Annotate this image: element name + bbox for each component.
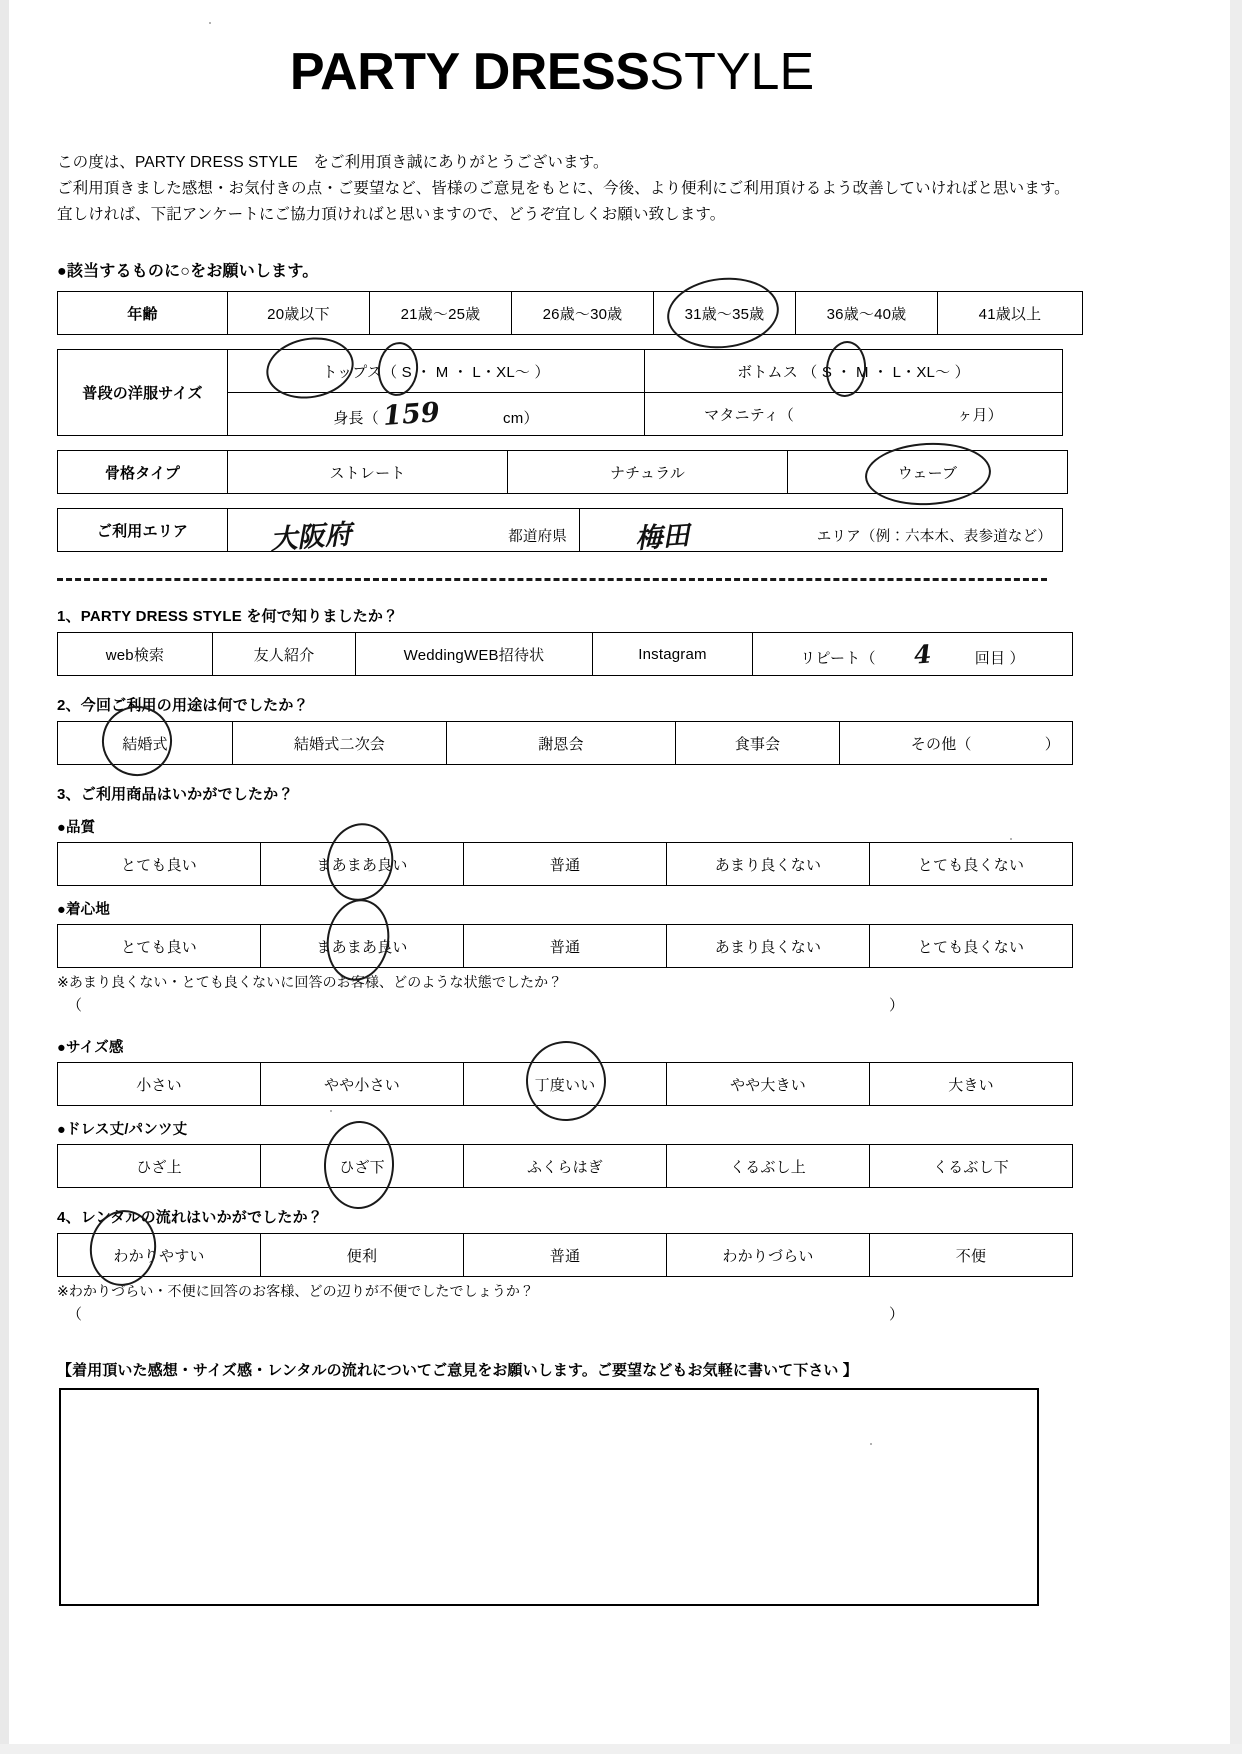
q2-other-cell[interactable] bbox=[840, 722, 1073, 765]
comfort-option-0[interactable]: とても良い bbox=[58, 925, 261, 968]
q4-option-0[interactable] bbox=[58, 1234, 261, 1277]
maternity-unit: ヶ月） bbox=[957, 406, 1003, 424]
scan-speck bbox=[330, 1110, 332, 1112]
q1-table bbox=[57, 632, 1073, 676]
q1-repeat-cell[interactable] bbox=[753, 633, 1073, 676]
q1-option-3[interactable]: Instagram bbox=[593, 633, 753, 676]
table-row bbox=[58, 350, 1063, 393]
q3-quality-heading: ●品質 bbox=[57, 820, 96, 836]
comment-title: 【着用頂いた感想・サイズ感・レンタルの流れについてご意見をお願いします。ご要望などもお気軽に書いて下さい 】 bbox=[57, 1362, 858, 1379]
area-table bbox=[57, 508, 1063, 556]
q3-comfort-open-paren: （ bbox=[67, 997, 83, 1014]
intro-line-2: ご利用頂きました感想・お気付きの点・ご要望など、皆様のご意見をもとに、今後、より便利にご利用頂けるよう改善していければと思います。 bbox=[57, 180, 1070, 197]
q2-option-0[interactable] bbox=[58, 722, 233, 765]
prefecture-value: 大阪府 bbox=[269, 519, 353, 556]
bottoms-size-label: ボトムス （ S ・ M ・ L・XL～ ） bbox=[737, 363, 970, 381]
scan-speck bbox=[209, 22, 211, 24]
tops-size-cell[interactable] bbox=[228, 350, 645, 393]
clothing-size-table bbox=[57, 349, 1063, 436]
age-option-0[interactable]: 20歳以下 bbox=[228, 292, 370, 335]
area-row-label: ご利用エリア bbox=[58, 509, 228, 552]
maternity-cell[interactable] bbox=[645, 393, 1063, 436]
size-feel-option-2-label: 丁度いい bbox=[534, 1076, 596, 1094]
size-feel-option-1[interactable]: やや小さい bbox=[261, 1063, 464, 1106]
q1-option-0[interactable]: web検索 bbox=[58, 633, 213, 676]
q4-title: 4、レンタルの流れはいかがでしたか？ bbox=[57, 1209, 323, 1226]
intro-line-3: 宜しければ、下記アンケートにご協力頂ければと思いますので、どうぞ宜しくお願い致します。 bbox=[57, 206, 726, 223]
intro-paragraph bbox=[57, 150, 1070, 228]
quality-option-1[interactable] bbox=[261, 843, 464, 886]
page-content bbox=[57, 0, 1070, 1606]
quality-option-0[interactable]: とても良い bbox=[58, 843, 261, 886]
q2-option-0-label: 結婚式 bbox=[122, 735, 168, 753]
area-cell[interactable] bbox=[580, 509, 1063, 555]
q4-option-0-label: わかりやすい bbox=[113, 1247, 205, 1265]
brand-light: STYLE bbox=[649, 43, 815, 101]
q4-close-paren: ） bbox=[889, 1306, 905, 1323]
body-type-option-0[interactable]: ストレート bbox=[228, 451, 508, 494]
q4-option-3[interactable]: わかりづらい bbox=[667, 1234, 870, 1277]
page-title bbox=[57, 42, 1047, 102]
q1-repeat-value: 4 bbox=[913, 638, 934, 670]
q2-option-2[interactable]: 謝恩会 bbox=[447, 722, 676, 765]
age-row-label: 年齢 bbox=[58, 292, 228, 335]
q4-open-paren: （ bbox=[67, 1306, 83, 1323]
q1-option-2[interactable]: WeddingWEB招待状 bbox=[356, 633, 593, 676]
comfort-option-4[interactable]: とても良くない bbox=[870, 925, 1073, 968]
profile-instruction: ●該当するものに○をお願いします。 bbox=[57, 263, 319, 280]
table-row bbox=[58, 722, 1073, 765]
q3-title: 3、ご利用商品はいかがでしたか？ bbox=[57, 786, 294, 803]
q2-option-3[interactable]: 食事会 bbox=[676, 722, 840, 765]
quality-option-4[interactable]: とても良くない bbox=[870, 843, 1073, 886]
q2-option-1[interactable]: 結婚式二次会 bbox=[233, 722, 447, 765]
comfort-option-2[interactable]: 普通 bbox=[464, 925, 667, 968]
scan-edge-bottom bbox=[0, 1744, 1242, 1754]
body-type-table bbox=[57, 450, 1068, 494]
height-label-left: 身長（ bbox=[333, 409, 379, 427]
table-row bbox=[58, 1063, 1073, 1106]
q1-option-1[interactable]: 友人紹介 bbox=[213, 633, 356, 676]
body-type-row-label: 骨格タイプ bbox=[58, 451, 228, 494]
prefecture-cell[interactable] bbox=[228, 509, 580, 556]
age-option-4[interactable]: 36歳～40歳 bbox=[796, 292, 938, 335]
table-row bbox=[58, 1234, 1073, 1277]
age-option-3[interactable] bbox=[654, 292, 796, 335]
q3-quality-table bbox=[57, 842, 1073, 886]
q2-table bbox=[57, 721, 1073, 765]
table-row bbox=[58, 843, 1073, 886]
height-cell[interactable] bbox=[228, 393, 645, 436]
dress-length-option-2[interactable]: ふくらはぎ bbox=[464, 1145, 667, 1188]
q3-comfort-table bbox=[57, 924, 1073, 968]
q4-option-1[interactable]: 便利 bbox=[261, 1234, 464, 1277]
q4-option-2[interactable]: 普通 bbox=[464, 1234, 667, 1277]
clothing-size-row-label: 普段の洋服サイズ bbox=[58, 350, 228, 436]
height-unit: cm） bbox=[503, 409, 539, 427]
q4-table bbox=[57, 1233, 1073, 1277]
quality-option-2[interactable]: 普通 bbox=[464, 843, 667, 886]
bottoms-size-cell[interactable] bbox=[645, 350, 1063, 393]
tops-size-label: トップス（ S ・ M ・ L・XL～ ） bbox=[322, 363, 550, 381]
intro-line-1: この度は、PARTY DRESS STYLE をご利用頂き誠にありがとうございます。 bbox=[57, 154, 609, 171]
comfort-option-1[interactable] bbox=[261, 925, 464, 968]
maternity-label-left: マタニティ（ bbox=[704, 406, 795, 424]
table-row bbox=[58, 925, 1073, 968]
size-feel-option-3[interactable]: やや大きい bbox=[667, 1063, 870, 1106]
scan-speck bbox=[870, 1443, 872, 1445]
q1-title: 1、PARTY DRESS STYLE を何で知りましたか？ bbox=[57, 608, 399, 625]
q2-title: 2、今回ご利用の用途は何でしたか？ bbox=[57, 697, 309, 714]
q3-size-feel-table bbox=[57, 1062, 1073, 1106]
q3-dress-length-heading: ●ドレス丈/パンツ丈 bbox=[57, 1122, 188, 1138]
age-option-3-label: 31歳～35歳 bbox=[684, 305, 765, 323]
q3-comfort-note: ※あまり良くない・とても良くないに回答のお客様、どのような状態でしたか？ bbox=[57, 974, 563, 990]
comfort-option-1-label: まあまあ良い bbox=[316, 938, 408, 956]
q3-size-feel-heading: ●サイズ感 bbox=[57, 1040, 124, 1056]
dashed-divider bbox=[57, 578, 1047, 581]
table-row bbox=[58, 509, 1063, 552]
quality-option-3[interactable]: あまり良くない bbox=[667, 843, 870, 886]
q2-other-label-left: その他（ bbox=[910, 735, 972, 753]
dress-length-option-3[interactable]: くるぶし上 bbox=[667, 1145, 870, 1188]
q4-option-4[interactable]: 不便 bbox=[870, 1234, 1073, 1277]
scan-speck bbox=[1010, 838, 1012, 840]
scan-edge-right bbox=[1230, 0, 1242, 1754]
size-feel-option-4[interactable]: 大きい bbox=[870, 1063, 1073, 1106]
q3-dress-length-table bbox=[57, 1144, 1073, 1188]
size-feel-option-2[interactable] bbox=[464, 1063, 667, 1106]
dress-length-option-1[interactable] bbox=[261, 1145, 464, 1188]
q3-comfort-close-paren: ） bbox=[889, 997, 905, 1014]
dress-length-option-0[interactable]: ひざ上 bbox=[58, 1145, 261, 1188]
q4-note: ※わかりづらい・不便に回答のお客様、どの辺りが不便でしたでしょうか？ bbox=[57, 1283, 535, 1299]
scan-edge-left bbox=[0, 0, 9, 1754]
age-option-2[interactable]: 26歳～30歳 bbox=[512, 292, 654, 335]
prefecture-caption: 都道府県 bbox=[508, 529, 567, 545]
body-type-option-2-label: ウェーブ bbox=[897, 464, 958, 482]
q2-other-label-right: ） bbox=[1044, 735, 1060, 753]
q4-answer-row[interactable] bbox=[57, 1303, 1047, 1333]
dress-length-option-4[interactable]: くるぶし下 bbox=[870, 1145, 1073, 1188]
comment-textarea[interactable] bbox=[59, 1388, 1039, 1606]
table-row bbox=[58, 292, 1083, 335]
table-row bbox=[58, 1145, 1073, 1188]
q1-repeat-label-left: リピート（ bbox=[800, 649, 876, 667]
q3-comfort-heading: ●着心地 bbox=[57, 902, 111, 918]
table-row bbox=[58, 633, 1073, 676]
body-type-option-2[interactable] bbox=[788, 451, 1068, 494]
age-option-1[interactable]: 21歳～25歳 bbox=[370, 292, 512, 335]
q1-repeat-label-right: 回目 ） bbox=[974, 649, 1025, 667]
age-option-5[interactable]: 41歳以上 bbox=[938, 292, 1083, 335]
quality-option-1-label: まあまあ良い bbox=[316, 856, 408, 874]
area-caption: エリア（例：六本木、表参道など） bbox=[816, 529, 1052, 545]
body-type-option-1[interactable]: ナチュラル bbox=[508, 451, 788, 494]
area-value: 梅田 bbox=[634, 520, 691, 555]
height-value: 159 bbox=[382, 396, 442, 432]
age-table bbox=[57, 291, 1083, 335]
brand-bold: PARTY DRESS bbox=[289, 43, 650, 101]
size-feel-option-0[interactable]: 小さい bbox=[58, 1063, 261, 1106]
dress-length-option-1-label: ひざ下 bbox=[339, 1158, 385, 1176]
comfort-option-3[interactable]: あまり良くない bbox=[667, 925, 870, 968]
q3-comfort-answer-row[interactable] bbox=[57, 994, 1047, 1024]
table-row bbox=[58, 451, 1068, 494]
